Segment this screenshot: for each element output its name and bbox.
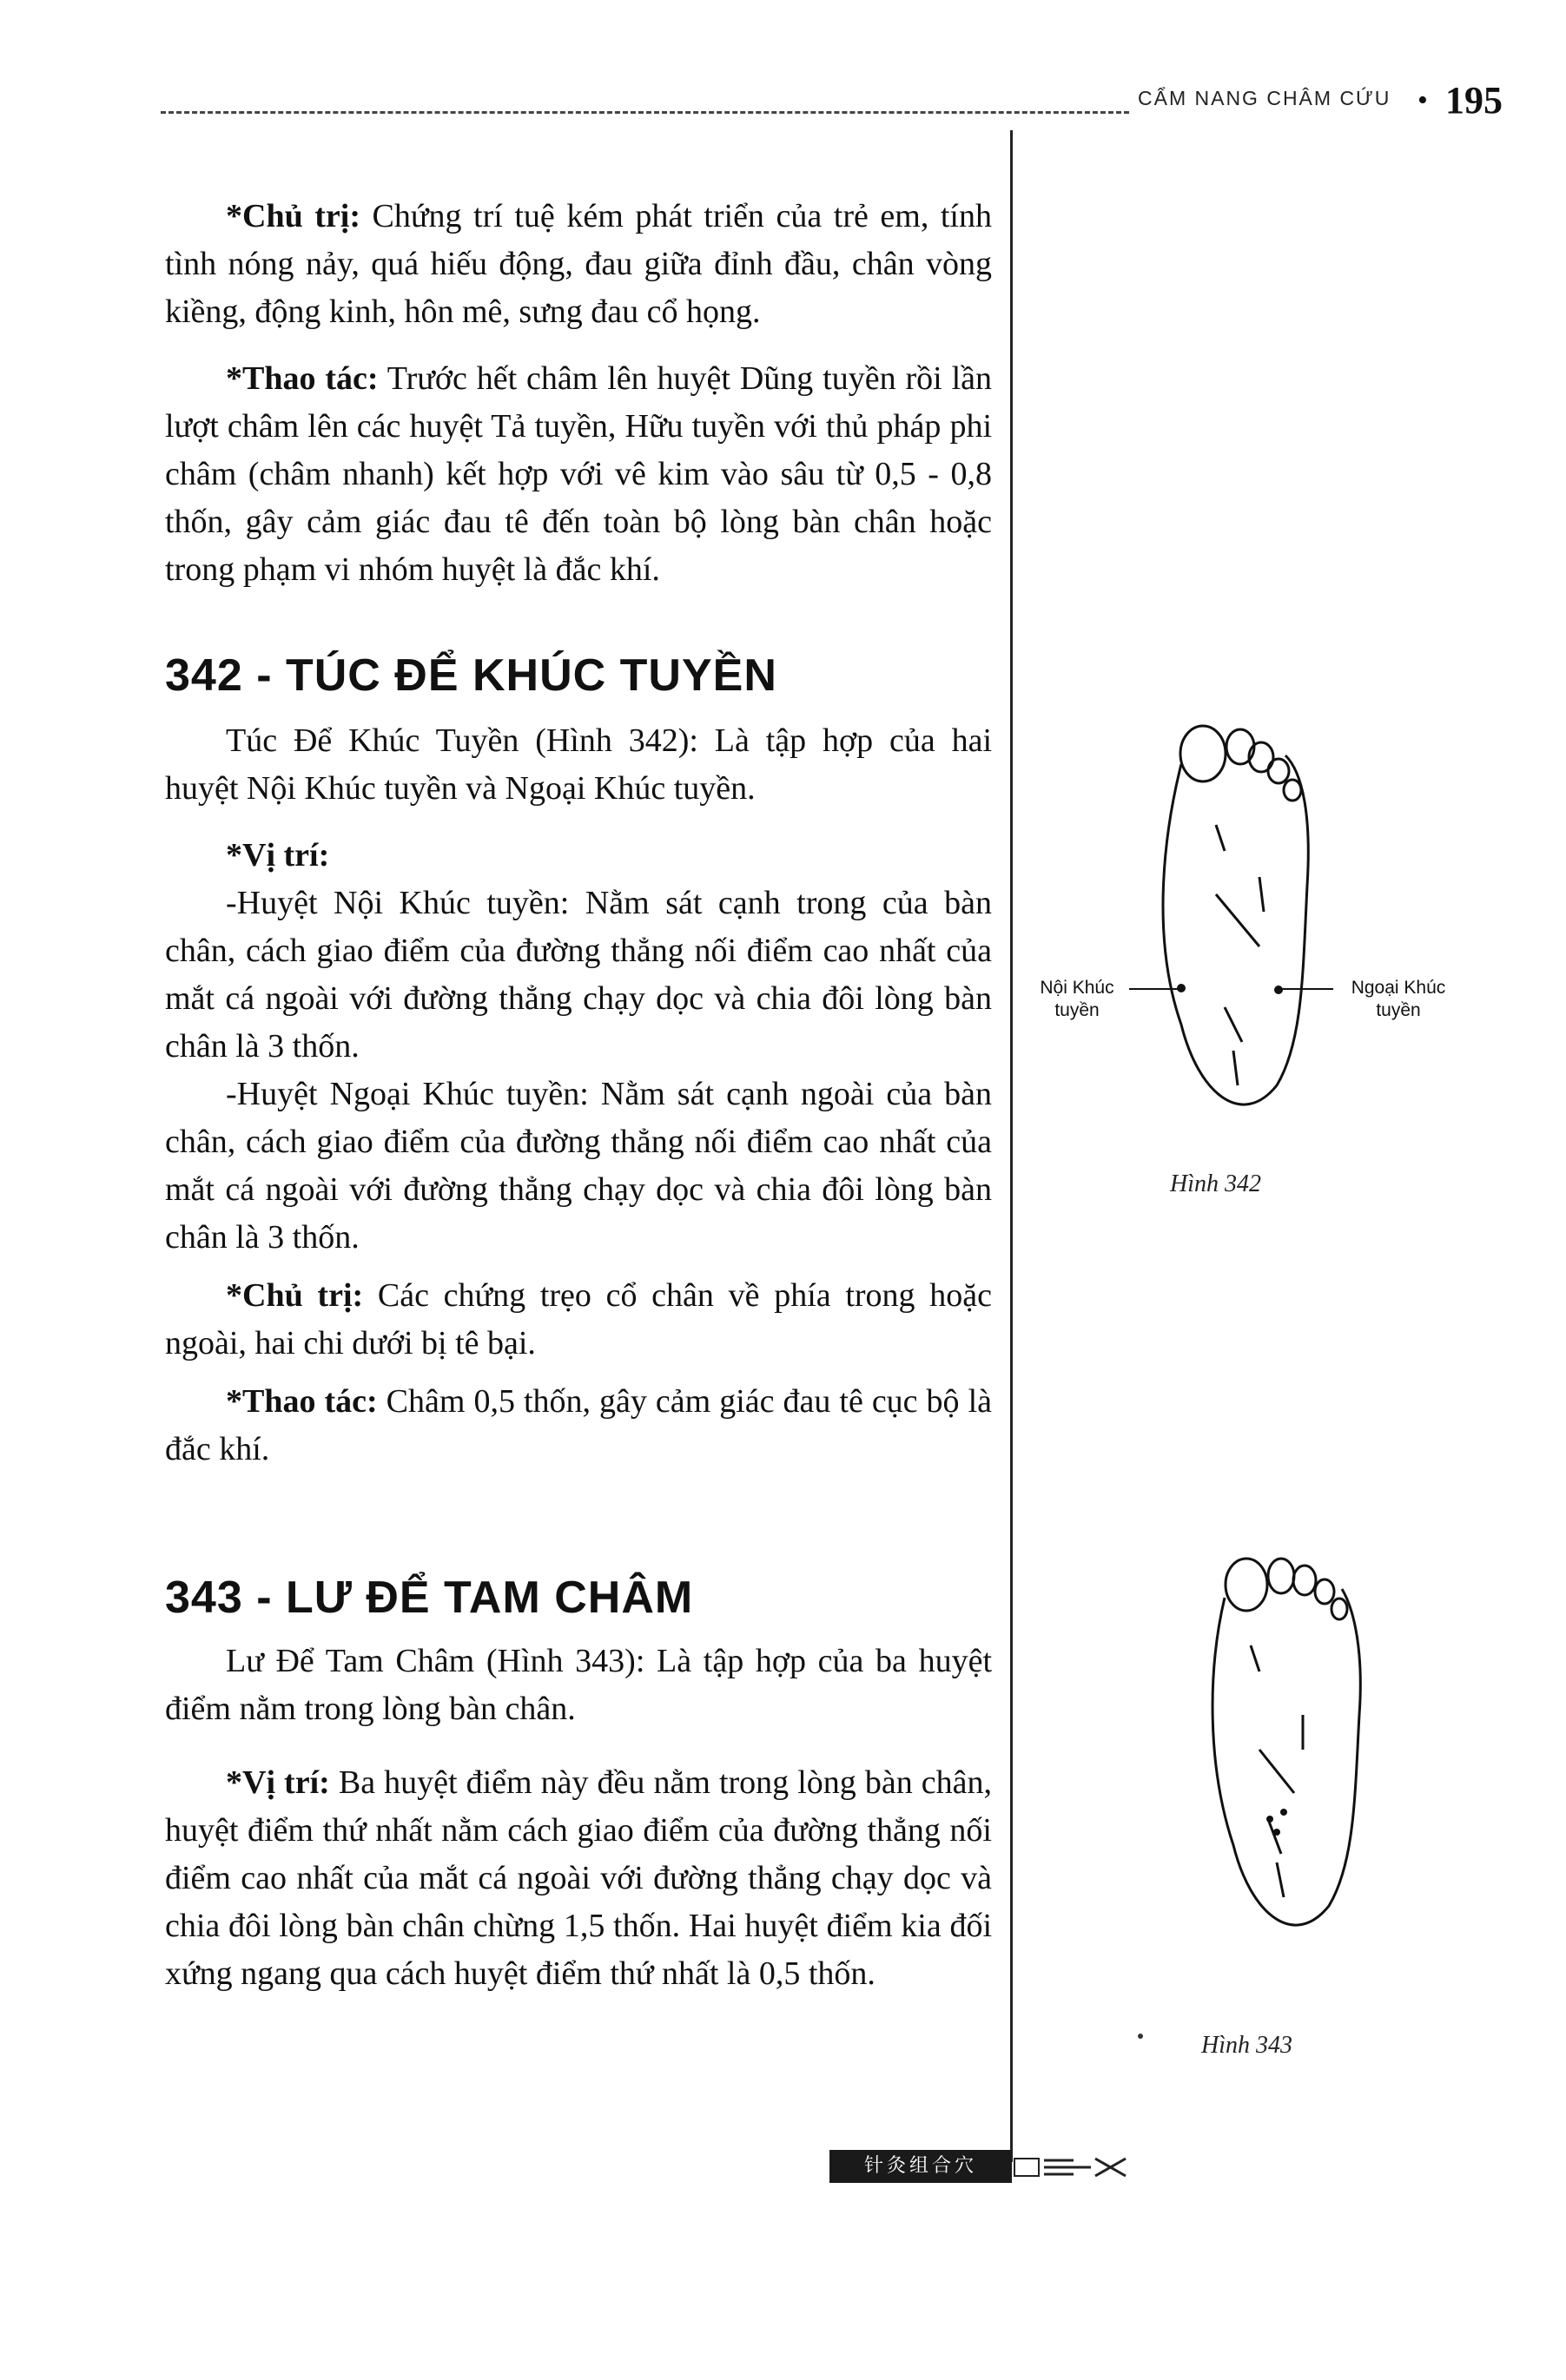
thao-tac-text: Trước hết châm lên huyệt Dũng tuyền rồi lần lượt châm lên các huyệt Tả tuyền, Hữu tuyền với thủ pháp phi châm (châm nhanh) kết hợp với vê kim vào sâu từ 0,5 - 0,8 thốn, gây cảm giác đau tê đến toàn bộ lòng bàn chân hoặc trong phạm vi nhóm huyệt là đắc khí. bbox=[165, 360, 992, 588]
section-343-vi-tri bbox=[165, 1759, 992, 1998]
footer-badge: 针灸组合穴 bbox=[829, 2150, 1012, 2183]
section-343-body bbox=[165, 1638, 992, 1998]
label-ngoai-khuc-line2: tuyền bbox=[1376, 1000, 1421, 1020]
thao-tac-label: *Thao tác: bbox=[226, 1383, 378, 1420]
intro-thao-tac bbox=[165, 355, 992, 594]
acupoint-2 bbox=[1280, 1809, 1287, 1816]
toe-1 bbox=[1226, 1559, 1267, 1611]
toe-2 bbox=[1268, 1559, 1294, 1593]
running-title: CẨM NANG CHÂM CỨU bbox=[1138, 87, 1391, 109]
ngoai-khuc-description: -Huyệt Ngoại Khúc tuyền: Nằm sát cạnh ngoài của bàn chân, cách giao điểm của đường thẳng nối điểm cao nhất của mắt cá ngoài với đường thẳng chạy dọc và chia đôi lòng bàn chân là 3 thốn. bbox=[165, 1076, 992, 1256]
foot-outline bbox=[1212, 1589, 1360, 1925]
acupoint-3 bbox=[1273, 1829, 1280, 1836]
section-342-body bbox=[165, 717, 992, 1473]
section-343-intro: Lư Để Tam Châm (Hình 343): Là tập hợp của ba huyệt điểm nằm trong lòng bàn chân. bbox=[165, 1643, 992, 1727]
label-ngoai-khuc-line1: Ngoại Khúc bbox=[1351, 978, 1446, 998]
section-342-heading: 342 - TÚC ĐỂ KHÚC TUYỀN bbox=[165, 650, 777, 701]
figure-342-caption: Hình 342 bbox=[1170, 1170, 1261, 1197]
chu-tri-text: Chứng trí tuệ kém phát triển của trẻ em, tính tình nóng nảy, quá hiếu động, đau giữa đỉnh đầu, chân vòng kiềng, động kinh, hôn mê, sưng đau cổ họng. bbox=[165, 198, 992, 330]
section-343-heading: 343 - LƯ ĐỂ TAM CHÂM bbox=[165, 1572, 694, 1623]
thao-tac-text: Châm 0,5 thốn, gây cảm giác đau tê cục bộ là đắc khí. bbox=[165, 1383, 992, 1467]
label-noi-khuc-line1: Nội Khúc bbox=[1040, 978, 1114, 998]
footer-decoration bbox=[1013, 2152, 1130, 2183]
toe-5 bbox=[1284, 780, 1301, 801]
column-divider bbox=[1010, 130, 1013, 2162]
section-342-thao-tac bbox=[165, 1378, 992, 1473]
acupoint-1 bbox=[1266, 1816, 1273, 1823]
header-separator: • bbox=[1417, 84, 1428, 116]
toe-3 bbox=[1293, 1566, 1316, 1595]
thao-tac-label: *Thao tác: bbox=[226, 360, 379, 397]
toe-5 bbox=[1331, 1599, 1347, 1619]
vi-tri-label: *Vị trí: bbox=[226, 1764, 330, 1801]
foot-figure-342 bbox=[1129, 712, 1355, 1146]
sole-crease bbox=[1251, 1645, 1303, 1897]
toe-4 bbox=[1315, 1579, 1334, 1604]
toe-4 bbox=[1268, 759, 1289, 783]
intro-block bbox=[165, 193, 992, 594]
stray-mark bbox=[1138, 2034, 1143, 2039]
foot-figure-343 bbox=[1190, 1533, 1398, 1958]
foot-outline bbox=[1163, 755, 1308, 1104]
label-noi-khuc-line2: tuyền bbox=[1054, 1000, 1100, 1020]
page-number: 195 bbox=[1445, 79, 1503, 122]
vi-tri-text: Ba huyệt điểm này đều nằm trong lòng bàn chân, huyệt điểm thứ nhất nằm cách giao điểm của đường thẳng nối điểm cao nhất của mắt cá ngoài với đường thẳng chạy dọc và chia đôi lòng bàn chân chừng 1,5 thốn. Hai huyệt điểm kia đối xứng ngang qua cách huyệt điểm thứ nhất là 0,5 thốn. bbox=[165, 1764, 992, 1992]
noi-khuc-description: -Huyệt Nội Khúc tuyền: Nằm sát cạnh trong của bàn chân, cách giao điểm của đường thẳng nối điểm cao nhất của mắt cá ngoài với đường thẳng chạy dọc và chia đôi lòng bàn chân là 3 thốn. bbox=[165, 885, 992, 1065]
intro-chu-tri bbox=[165, 193, 992, 336]
chu-tri-text: Các chứng trẹo cổ chân về phía trong hoặc ngoài, hai chi dưới bị tê bại. bbox=[165, 1277, 992, 1361]
section-342-vi-tri-label: *Vị trí: bbox=[226, 837, 330, 874]
header-rule bbox=[161, 111, 1129, 114]
label-noi-khuc bbox=[1025, 977, 1129, 1022]
figure-343-caption: Hình 343 bbox=[1201, 2032, 1292, 2059]
chu-tri-label: *Chủ trị: bbox=[226, 1277, 364, 1314]
sole-crease bbox=[1216, 825, 1264, 1085]
toe-1 bbox=[1180, 726, 1226, 781]
chu-tri-label: *Chủ trị: bbox=[226, 198, 360, 234]
label-ngoai-khuc bbox=[1333, 977, 1464, 1022]
section-342-intro: Túc Để Khúc Tuyền (Hình 342): Là tập hợp của hai huyệt Nội Khúc tuyền và Ngoại Khúc tuyền. bbox=[165, 722, 992, 807]
section-342-chu-tri bbox=[165, 1272, 992, 1368]
